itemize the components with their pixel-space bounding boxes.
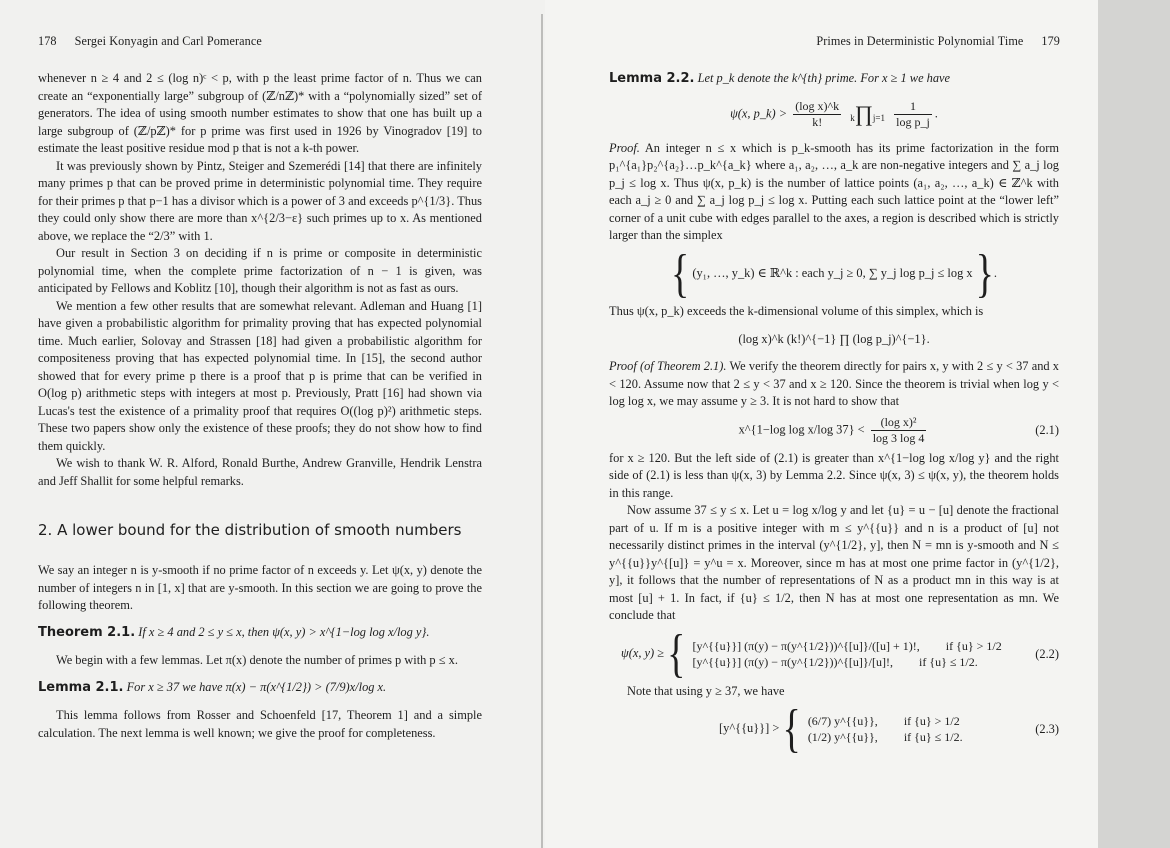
denominator: log 3 log 4 [872,430,925,445]
case-condition: if {u} > 1/2 [903,714,960,728]
proof-label: Proof. [609,140,640,155]
equation-2-3 [609,699,1059,759]
case-expression: [y^{{u}}] (π(y) − π(y^{1/2}))^{[u]}/([u] + 1)!, [692,638,920,653]
running-head-left [38,34,483,49]
case-condition: if {u} ≤ 1/2. [919,654,978,669]
simplex-set: (y₁, …, y_k) ∈ ℝ^k : each y_j ≥ 0, [692,265,866,280]
simplex-equation: { (y₁, …, y_k) ∈ ℝ^k : each y_j ≥ 0, ∑ y_j log p_j ≤ log x }. [670,244,998,303]
case-row [808,730,963,744]
simplex-sum: ∑ y_j log p_j ≤ log x [868,265,973,280]
case-row [693,639,1002,653]
paragraph: Thus ψ(x, p_k) exceeds the k-dimensional volume of this simplex, which is [609,303,984,318]
paragraph: We wish to thank W. R. Alford, Ronald Burthe, Andrew Granville, Hendrik Lenstra and Jeff Shallit for some helpful remarks. [38,456,482,488]
fraction [894,99,932,130]
left-page [0,0,545,848]
paragraph: Our result in Section 3 on deciding if n is prime or composite in deterministic polynomial time, when the complete prime factorization of n − 1 is given, was anticipated by Fellows and Koblitz [10], though their algorithm is not as fast as ours. [38,246,482,295]
equation-2-1 [609,415,1059,446]
case-expression: [y^{{u}}] (π(y) − π(y^{1/2}))^{[u]}/[u]!, [692,654,893,669]
left-brace: { [667,624,686,683]
running-head-title: Primes in Deterministic Polynomial Time [816,34,1024,48]
product-symbol: ∏ [854,101,873,126]
paragraph: It was previously shown by Pintz, Steiger and Szemerédi [14] that there are infinitely many primes p that can be proved prime in deterministic polynomial time. They require for their primes p that p−1 has a divisor which is a power of 3 and exceeds p^{1/3}. Thus they could only show there are more than x^{2/3−ε} such primes up to x. As mentioned above, we replace the “2/3” with 1. [38,158,482,243]
lemma-label: Lemma 2.1. [38,679,124,695]
paragraph: Note that using y ≥ 37, we have [627,683,785,698]
equation-lhs: ψ(x, y) ≥ [621,645,665,660]
page-number: 178 [38,34,57,48]
equation-lhs: [y^{{u}}] > [719,720,780,735]
case-expression: (6/7) y^{{u}}, [807,714,878,728]
equation-number: (2.3) [1035,722,1059,736]
proof-text: An integer n ≤ x which is p_k-smooth has its prime factorization in the form p₁^{a₁}p₂^{a₂}…p_k^{a_k} where a₁, a₂, …, a_k are non-negative integers and ∑ a_j log p_j ≤ log x. Thus ψ(x, p_k) is the number of lattice points (a₁, a₂, …, a_k) ∈ ℤ^k with each a_j ≥ 0 and ∑ a_j log p_j ≤ log x. Putting each such lattice point at the “lower left” corner of a unit cube with edges parallel to the axes, a region is described which is strictly larger than the simplex [609,140,1059,242]
lemma-2-2 [609,70,1059,88]
display-equation: ψ(x, p_k) > $\frac{\text{(log x)\textasciicircum{}k}}{k!}$ k∏j=1 $\frac{1}{\text{log p\_j}}$ . [730,98,938,129]
case-expression: (1/2) y^{{u}}, [807,730,878,744]
numerator: (log x)^k [795,98,840,113]
paragraph: We begin with a few lemmas. Let π(x) denote the number of primes p with p ≤ x. [56,653,458,667]
left-body [38,70,482,742]
running-head-right [609,34,1060,49]
cases [808,713,963,745]
product-operator [850,103,885,125]
section-heading: 2. A lower bound for the distribution of smooth numbers [38,521,462,539]
denominator: k! [812,114,823,129]
left-brace: { [782,699,801,759]
fraction [871,415,927,446]
case-row [693,655,978,669]
right-brace: } [975,244,994,303]
denominator: log p_j [896,114,930,129]
paragraph: We say an integer n is y-smooth if no prime factor of n exceeds y. Let ψ(x, y) denote the number of integers n in [1, x] that are y-smooth. In this section we are going to prove the following theorem. [38,563,482,612]
fraction [793,99,841,130]
lemma-statement: For x ≥ 37 we have π(x) − π(x^{1/2}) > (7/9)x/log x. [126,679,387,694]
lemma-2-1 [38,679,482,697]
right-page [545,0,1098,848]
cases [693,638,1002,670]
equation-lhs: x^{1−log log x/log 37} < [738,421,865,436]
paragraph: for x ≥ 120. But the left side of (2.1) is greater than x^{1−log log x/log y} and the right side of (2.1) is less than ψ(x, 3) by Lemma 2.2. Since ψ(x, 3) ≤ ψ(x, y), the theorem holds in this range. [609,450,1059,500]
page-gutter [541,14,543,848]
case-condition: if {u} ≤ 1/2. [903,730,963,744]
theorem-label: Theorem 2.1. [38,624,136,640]
product-lower: j=1 [872,113,885,123]
lemma-label: Lemma 2.2. [609,71,695,86]
running-head-title: Sergei Konyagin and Carl Pomerance [74,34,262,48]
left-brace: { [670,244,690,303]
equation-number: (2.1) [1035,423,1059,437]
page-number: 179 [1041,34,1060,48]
equation-lhs: ψ(x, p_k) > [730,105,788,120]
volume-equation: (log x)^k (k!)^{−1} ∏ (log p_j)^{−1}. [738,332,930,346]
proof [609,140,1059,245]
theorem-2-1 [38,624,482,642]
paragraph: whenever n ≥ 4 and 2 ≤ (log n)ᶜ < p, with p the least prime factor of n. Thus we can create an “exponentially large” subgroup of (ℤ/nℤ)* with a “polynomially sized” set of generators. The idea of using smooth number estimates to show that one has built up a large subgroup of (ℤ/pℤ)* for p prime was first used in 1926 by Vinogradov [19] to estimate the least positive residue mod p that is not a k-th power. [38,71,482,155]
product-upper: k [850,113,855,123]
numerator: 1 [894,99,932,115]
case-row [808,714,960,728]
paragraph: This lemma follows from Rosser and Schoenfeld [17, Theorem 1] and a simple calculation. The next lemma is well known; we give the proof for completeness. [38,708,482,740]
theorem-statement: If x ≥ 4 and 2 ≤ y ≤ x, then ψ(x, y) > x^{1−log log x/log y}. [138,624,430,639]
proof-text: We verify the theorem directly for pairs x, y with 2 ≤ y < 37 and x < 120. Assume now that 2 ≤ y < 37 and x ≥ 120. Since the theorem is trivial when log y < log log x, we may assume y ≥ 3. It is not hard to show that [609,359,1060,408]
case-condition: if {u} > 1/2 [945,638,1002,653]
proof-label: Proof (of Theorem 2.1). [609,359,727,373]
equation-number: (2.2) [1035,646,1059,661]
numerator: (log x)² [871,415,927,431]
right-body [609,70,1059,758]
page-edge-shadow [1098,0,1170,848]
equation-2-2 [609,624,1059,683]
lemma-statement: Let p_k denote the k^{th} prime. For x ≥ 1 we have [697,71,951,85]
paragraph: We mention a few other results that are somewhat relevant. Adleman and Huang [1] have given a probabilistic algorithm for primality proving that has expected polynomial time. Much earlier, Solovay and Strassen [18] had given a probabilistic algorithm for compositeness proving that has expected polynomial time. In [15], the second author showed that for every prime p there is a proof that p is prime that can be verified in O(log p) arithmetic steps with integers at most p. Previously, Pratt [16] had shown via Lucas's test the existence of a primality proof that requires O((log p)²) arithmetic steps. These two papers show only the existence of these proofs; they do not show how to find them quickly. [38,298,482,453]
proof [609,358,1059,411]
paragraph: Now assume 37 ≤ y ≤ x. Let u = log x/log y and let {u} = u − [u] denote the fractional part of u. If m is a positive integer with m ≤ y^{{u}} and n is a product of [u] not necessarily distinct primes in the interval (y^{1/2}, y], then N = mn is y-smooth and N ≤ y^{{u}}y^{[u]} = y^u = x. Moreover, since m has at most one prime factor in (y^{1/2}, y], it follows that the number of representations of N as a product mn in this way is at most [u] + 1. In fact, if {u} ≤ 1/2, then N has at most one representation as mn. We conclude that [609,503,1059,622]
